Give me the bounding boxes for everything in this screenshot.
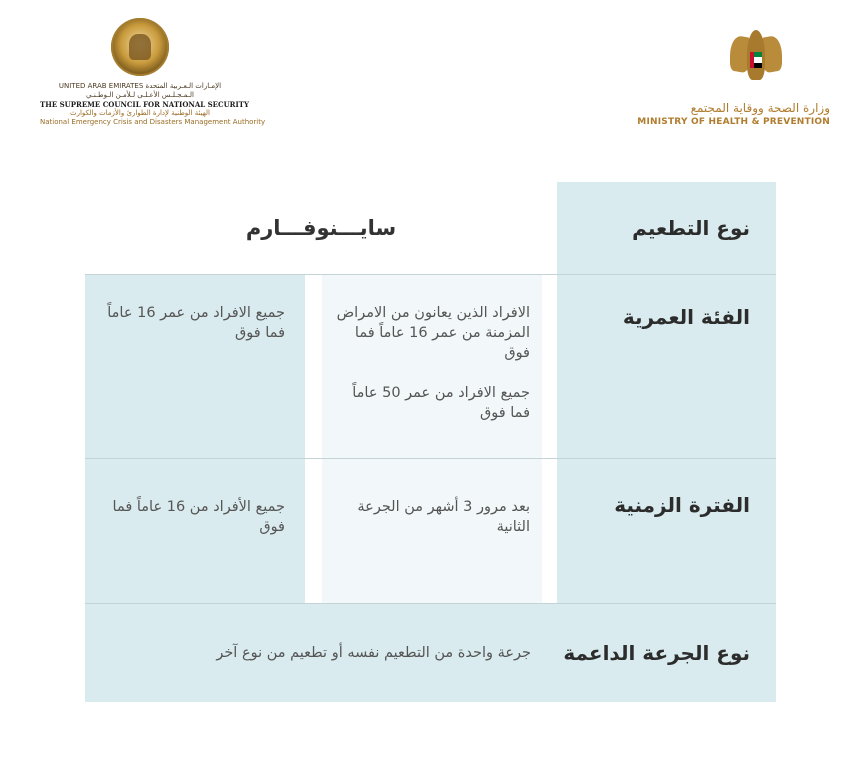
age-group-label (557, 275, 776, 458)
vaccine-name: سايـــنوفـــارم (245, 216, 397, 240)
time-period-label (557, 459, 776, 603)
logo-line-5: National Emergency Crisis and Disasters Management Authority (40, 118, 266, 126)
booster-type-label (557, 641, 776, 665)
age-group-left-cell (85, 275, 305, 458)
time-period-all-16-text: جميع الأفراد من 16 عاماً فما فوق (112, 499, 285, 535)
age-group-chronic-text: الافراد الذين يعانون من الامراض المزمنة من عمر 16 عاماً فما فوق (336, 305, 530, 361)
booster-type-value: جرعة واحدة من التطعيم نفسه أو تطعيم من نوع آخر (216, 645, 531, 661)
mohap-arabic-name: وزارة الصحة ووقاية المجتمع (690, 101, 830, 115)
age-group-label-text: الفئة العمرية (622, 305, 750, 329)
vaccine-type-value (85, 182, 557, 274)
ncema-logo (40, 18, 266, 127)
mohap-logo (610, 30, 830, 129)
uae-falcon-emblem-icon (730, 30, 782, 88)
time-period-after-3-months-text: بعد مرور 3 أشهر من الجرعة الثانية (357, 499, 530, 535)
national-seal-icon (111, 18, 169, 76)
age-group-all-16-text: جميع الافراد من عمر 16 عاماً فما فوق (107, 305, 285, 341)
vaccine-type-label-text: نوع التطعيم (632, 216, 750, 240)
logo-line-3: THE SUPREME COUNCIL FOR NATIONAL SECURITY (40, 100, 249, 109)
time-period-label-text: الفترة الزمنية (614, 493, 750, 517)
booster-type-label-text: نوع الجرعة الداعمة (563, 641, 750, 665)
time-period-middle-cell (322, 459, 542, 603)
vaccine-type-label (557, 182, 776, 274)
logo-line-4: الهيئة الوطنية لإدارة الطوارئ والأزمات والكوارث (69, 109, 211, 117)
mohap-english-name: MINISTRY OF HEALTH & PREVENTION (637, 117, 830, 127)
logo-line-2: الـمـجـلـس الأعـلـى لـلأمـن الـوطـنـي (86, 91, 194, 99)
age-group-middle-cell (322, 275, 542, 458)
logo-line-1: UNITED ARAB EMIRATES الإمـارات الـعـربية المتحدة (58, 82, 222, 90)
age-group-over-50-text: جميع الافراد من عمر 50 عاماً فما فوق (352, 385, 530, 421)
time-period-left-cell (85, 459, 305, 603)
booster-type-row (85, 604, 776, 702)
